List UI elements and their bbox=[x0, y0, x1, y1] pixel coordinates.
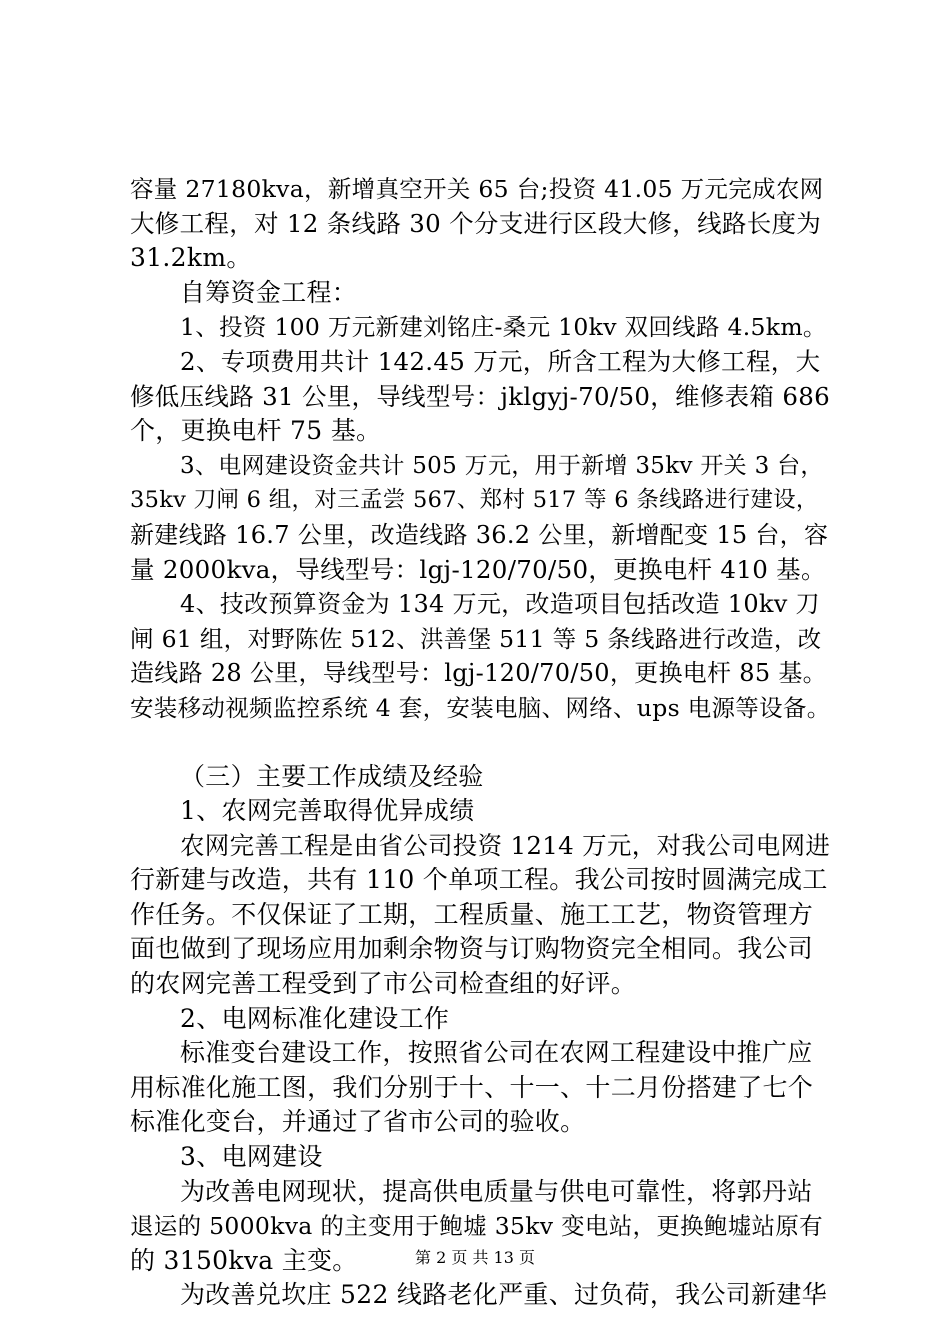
text-line: 闸 61 组，对野陈佐 512、洪善堡 511 等 5 条线路进行改造，改 bbox=[130, 624, 822, 653]
list-item: 2、专项费用共计 142.45 万元，所含工程为大修工程，大 bbox=[180, 346, 821, 376]
document-body bbox=[130, 172, 830, 1313]
text-line: 容量 27180kva，新增真空开关 65 台;投资 41.05 万元完成农网 bbox=[130, 175, 824, 203]
text-line: 新建线路 16.7 公里，改造线路 36.2 公里，新增配变 15 台，容 bbox=[130, 520, 829, 549]
text-line: 安装移动视频监控系统 4 套，安装电脑、网络、ups 电源等设备。 bbox=[130, 693, 831, 722]
text-line: 为改善兑坎庄 522 线路老化严重、过负荷，我公司新建华 bbox=[180, 1280, 828, 1310]
text-line: 作任务。不仅保证了工期，工程质量、施工工艺，物资管理方 bbox=[130, 899, 814, 929]
section-heading: 自筹资金工程： bbox=[180, 277, 358, 307]
text-line: 的 3150kva 主变。 bbox=[130, 1245, 358, 1275]
text-line: 个，更换电杆 75 基。 bbox=[130, 416, 382, 446]
text-line: 大修工程，对 12 条线路 30 个分支进行区段大修，线路长度为 bbox=[130, 208, 822, 238]
list-item: 4、技改预算资金为 134 万元，改造项目包括改造 10kv 刀 bbox=[180, 590, 820, 619]
text-line: 为改善电网现状，提高供电质量与供电可靠性，将郭丹站 bbox=[180, 1176, 813, 1206]
page-number-footer: 第 2 页 共 13 页 bbox=[415, 1248, 535, 1267]
text-line: 31.2km。 bbox=[130, 243, 252, 273]
text-line: 造线路 28 公里，导线型号：lgj-120/70/50，更换电杆 85 基。 bbox=[130, 659, 827, 688]
text-line: 35kv 刀闸 6 组，对三孟尝 567、郑村 517 等 6 条线路进行建设， bbox=[130, 487, 819, 514]
text-line: 退运的 5000kva 的主变用于鲍墟 35kv 变电站，更换鲍墟站原有 bbox=[130, 1212, 823, 1241]
text-line: 标准化变台，并通过了省市公司的验收。 bbox=[130, 1107, 586, 1137]
text-line: 用标准化施工图，我们分别于十、十一、十二月份搭建了七个 bbox=[130, 1072, 814, 1102]
text-line: 修低压线路 31 公里，导线型号：jklgyj-70/50，维修表箱 686 bbox=[130, 381, 830, 411]
subsection-heading: 3、电网建设 bbox=[180, 1142, 323, 1172]
text-line: 农网完善工程是由省公司投资 1214 万元，对我公司电网进 bbox=[180, 830, 831, 860]
list-item: 1、投资 100 万元新建刘铭庄-桑元 10kv 双回线路 4.5km。 bbox=[180, 313, 827, 342]
section-heading: （三）主要工作成绩及经验 bbox=[180, 761, 484, 791]
text-line: 行新建与改造，共有 110 个单项工程。我公司按时圆满完成工 bbox=[130, 865, 828, 895]
text-line: 的农网完善工程受到了市公司检查组的好评。 bbox=[130, 969, 637, 999]
subsection-heading: 2、电网标准化建设工作 bbox=[180, 1003, 450, 1033]
text-line: 面也做到了现场应用加剩余物资与订购物资完全相同。我公司 bbox=[130, 934, 814, 964]
text-line: 标准变台建设工作，按照省公司在农网工程建设中推广应 bbox=[180, 1038, 813, 1068]
list-item: 3、电网建设资金共计 505 万元，用于新增 35kv 开关 3 台， bbox=[180, 452, 824, 479]
subsection-heading: 1、农网完善取得优异成绩 bbox=[180, 796, 475, 826]
text-line: 量 2000kva，导线型号：lgj-120/70/50，更换电杆 410 基。 bbox=[130, 554, 826, 584]
paragraph-gap bbox=[130, 726, 830, 760]
